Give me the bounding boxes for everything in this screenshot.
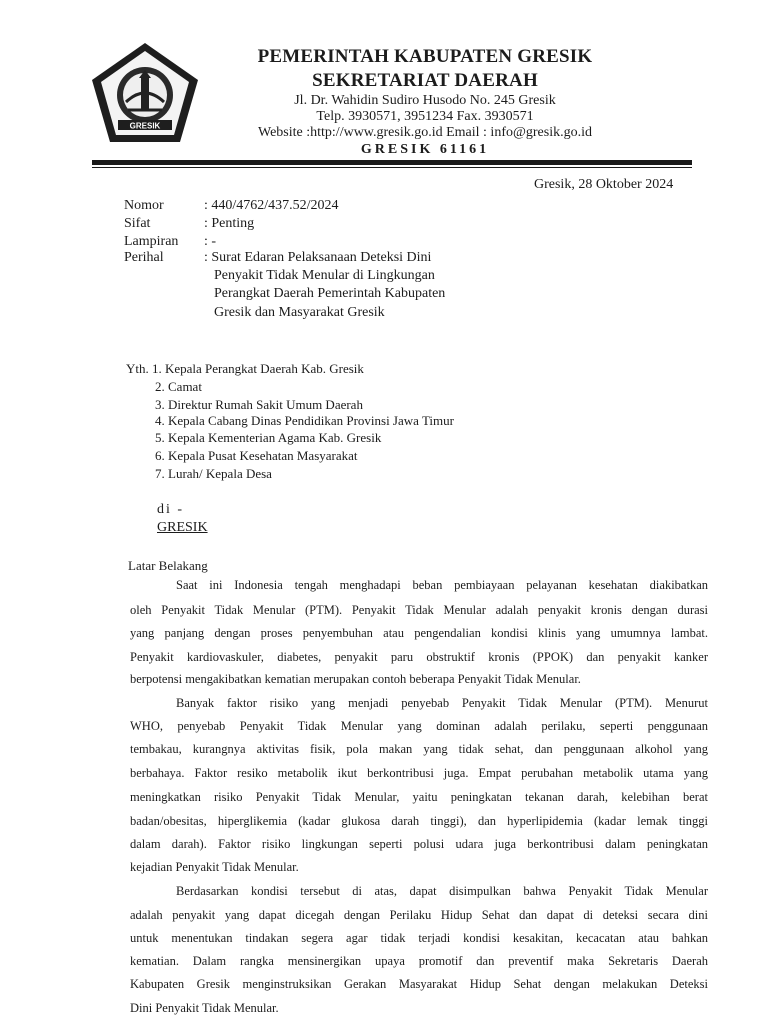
sifat-value: : Penting xyxy=(204,216,255,231)
section-title: Latar Belakang xyxy=(128,558,208,573)
body-line: badan/obesitas, hiperglikemia (kadar glukosa darah tinggi), dan hyperlipidemia (kadar lemak tinggi xyxy=(130,814,708,828)
letter-date: Gresik, 28 Oktober 2024 xyxy=(534,177,674,192)
letterhead-divider-thick xyxy=(92,160,692,165)
recipient-item: 2. Camat xyxy=(155,379,202,394)
nomor-label: Nomor xyxy=(124,198,164,213)
city-postal-code: GRESIK 61161 xyxy=(360,142,490,157)
sifat-label: Sifat xyxy=(124,216,151,231)
logo-caption: GRESIK xyxy=(129,121,161,131)
recipient-item: 3. Direktur Rumah Sakit Umum Daerah xyxy=(155,397,363,412)
perihal-value: : Surat Edaran Pelaksanaan Deteksi Dini xyxy=(204,250,432,265)
body-line: WHO, penyebab Penyakit Tidak Menular yang dominan adalah perilaku, seperti penggunaan xyxy=(130,719,708,733)
body-line: kematian. Dalam rangka mensinergikan upaya promotif dan preventif maka Sekretaris Daerah xyxy=(130,954,708,968)
body-line: Berdasarkan kondisi tersebut di atas, dapat disimpulkan bahwa Penyakit Tidak Menular xyxy=(176,884,708,898)
body-line: berbahaya. Faktor resiko metabolik ikut berkontribusi juga. Empat perubahan metabolik utama yang xyxy=(130,766,708,780)
recipient-item: 6. Kepala Pusat Kesehatan Masyarakat xyxy=(155,448,358,463)
body-line: untuk menentukan tindakan segera agar tidak terjadi kondisi kesakitan, kecacatan atau bahkan xyxy=(130,931,708,945)
perihal-line: Gresik dan Masyarakat Gresik xyxy=(214,305,385,320)
body-line: Banyak faktor risiko yang menjadi penyebab Penyakit Tidak Menular (PTM). Menurut xyxy=(176,696,708,710)
office-phone: Telp. 3930571, 3951234 Fax. 3930571 xyxy=(316,109,534,124)
recipient-item: 4. Kepala Cabang Dinas Pendidikan Provinsi Jawa Timur xyxy=(155,413,454,428)
body-line: kejadian Penyakit Tidak Menular. xyxy=(130,860,299,874)
nomor-value: : 440/4762/437.52/2024 xyxy=(204,198,339,213)
body-line: Saat ini Indonesia tengah menghadapi beban pembiayaan pelayanan kesehatan diakibatkan xyxy=(176,578,708,592)
body-line: tembakau, kurangnya aktivitas fisik, pola makan yang tidak sehat, dan penggunaan alkohol yang xyxy=(130,742,708,756)
letterhead-divider-thin xyxy=(92,167,692,168)
perihal-line: Penyakit Tidak Menular di Lingkungan xyxy=(214,268,435,283)
gresik-emblem-logo xyxy=(88,40,202,146)
body-line: Penyakit kardiovaskuler, diabetes, penyakit paru obstruktif kronis (PPOK) dan penyakit kanker xyxy=(130,650,708,664)
lampiran-label: Lampiran xyxy=(124,234,179,249)
office-website-email: Website :http://www.gresik.go.id Email : info@gresik.go.id xyxy=(258,125,592,140)
body-line: Dini Penyakit Tidak Menular. xyxy=(130,1001,279,1015)
perihal-label: Perihal xyxy=(124,250,164,265)
body-line: berpotensi mengakibatkan kematian merupakan contoh beberapa Penyakit Tidak Menular. xyxy=(130,672,581,686)
office-name: SEKRETARIAT DAERAH xyxy=(312,70,538,91)
lampiran-value: : - xyxy=(204,234,217,249)
body-line: Kabupaten Gresik menginstruksikan Gerakan Masyarakat Hidup Sehat dengan melakukan Deteksi xyxy=(130,977,708,991)
perihal-line: Perangkat Daerah Pemerintah Kabupaten xyxy=(214,286,446,301)
office-address: Jl. Dr. Wahidin Sudiro Husodo No. 245 Gresik xyxy=(294,93,556,108)
government-name: PEMERINTAH KABUPATEN GRESIK xyxy=(257,46,593,67)
di-label: di - xyxy=(157,502,185,517)
body-line: dalam darah). Faktor risiko lingkungan seperti polusi udara juga berkontribusi dalam peningkatan xyxy=(130,837,708,851)
recipient-item: 7. Lurah/ Kepala Desa xyxy=(155,466,272,481)
recipient-first: Yth. 1. Kepala Perangkat Daerah Kab. Gresik xyxy=(126,361,364,376)
body-line: oleh Penyakit Tidak Menular (PTM). Penyakit Tidak Menular adalah penyakit kronis dengan durasi xyxy=(130,603,708,617)
destination-place: GRESIK xyxy=(157,520,208,535)
body-line: adalah penyakit yang dapat dicegah dengan Perilaku Hidup Sehat dan dapat di deteksi secara dini xyxy=(130,908,708,922)
body-line: yang panjang dengan proses penyembuhan atau pengendalian kondisi klinis yang umumnya lambat. xyxy=(130,626,708,640)
recipient-item: 5. Kepala Kementerian Agama Kab. Gresik xyxy=(155,430,382,445)
body-line: meningkatkan risiko Penyakit Tidak Menular, yaitu peningkatan tekanan darah, kelebihan berat xyxy=(130,790,708,804)
